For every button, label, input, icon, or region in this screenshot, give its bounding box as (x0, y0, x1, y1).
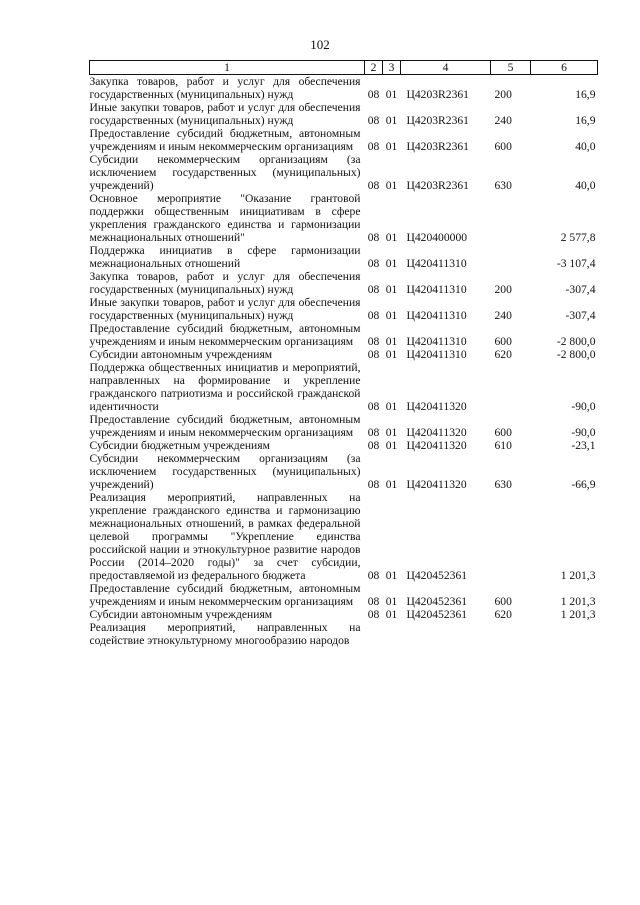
row-amount: -23,1 (571, 439, 596, 452)
row-name: Предоставление субсидий бюджетным, автономным учреждениям и иным некоммерческим организациям (89, 582, 361, 608)
row-amount: -3 107,4 (556, 257, 596, 270)
row-target-article: Ц420411310 (406, 309, 467, 322)
row-target-article: Ц420411320 (406, 400, 467, 413)
row-section: 08 (367, 348, 380, 361)
row-target-article: Ц420452361 (406, 569, 468, 582)
row-name: Субсидии бюджетным учреждениям (89, 439, 270, 452)
row-subsection: 01 (385, 426, 398, 439)
row-expense-type (491, 621, 531, 647)
header-col-6: 6 (531, 61, 598, 75)
row-expense-type: 200 (494, 283, 512, 296)
row-amount: -307,4 (565, 283, 596, 296)
row-name: Предоставление субсидий бюджетным, автономным учреждениям и иным некоммерческим организациям (89, 413, 361, 439)
header-col-2: 2 (365, 61, 383, 75)
row-amount: 2 577,8 (560, 231, 596, 244)
table-row (90, 192, 598, 244)
table-row (90, 153, 598, 192)
row-name: Субсидии автономным учреждениям (89, 348, 273, 361)
row-amount: 40,0 (575, 140, 596, 153)
row-section: 08 (367, 179, 380, 192)
row-expense-type: 200 (494, 88, 512, 101)
row-target-article: Ц4203R2361 (406, 88, 469, 101)
row-expense-type (491, 361, 531, 413)
row-target-article: Ц4203R2361 (406, 140, 469, 153)
row-subsection: 01 (385, 595, 398, 608)
row-expense-type: 600 (494, 335, 512, 348)
row-subsection: 01 (385, 283, 398, 296)
row-name: Субсидии некоммерческим организациям (за исключением государственных (муниципальных) учреждений) (89, 452, 361, 491)
row-subsection: 01 (385, 114, 398, 127)
table-row (90, 348, 598, 361)
row-expense-type: 630 (494, 179, 512, 192)
table-row (90, 244, 598, 270)
row-section: 08 (367, 595, 380, 608)
row-amount: -66,9 (571, 478, 596, 491)
row-subsection: 01 (385, 400, 398, 413)
row-name: Основное мероприятие "Оказание грантовой поддержки общественным инициативам в сфере укрепления гражданского единства и гармонизации межнациональных отношений" (89, 192, 361, 244)
table-row (90, 582, 598, 608)
row-expense-type: 600 (494, 140, 512, 153)
row-name: Предоставление субсидий бюджетным, автономным учреждениям и иным некоммерческим организациям (89, 322, 361, 348)
row-amount: -2 800,0 (556, 335, 596, 348)
row-amount: -307,4 (565, 309, 596, 322)
row-subsection: 01 (385, 348, 398, 361)
row-name: Субсидии некоммерческим организациям (за исключением государственных (муниципальных) учреждений) (89, 153, 361, 192)
row-section: 08 (367, 309, 380, 322)
row-target-article: Ц420411310 (406, 348, 467, 361)
table-row (90, 127, 598, 153)
row-section: 08 (367, 400, 380, 413)
row-target-article (401, 621, 491, 647)
table-row (90, 101, 598, 127)
row-subsection (383, 621, 401, 647)
row-expense-type: 600 (494, 426, 512, 439)
row-section: 08 (367, 231, 380, 244)
row-target-article: Ц4203R2361 (406, 114, 469, 127)
header-col-5: 5 (491, 61, 531, 75)
row-amount: 16,9 (575, 88, 596, 101)
row-section: 08 (367, 283, 380, 296)
row-expense-type: 630 (494, 478, 512, 491)
row-name: Иные закупки товаров, работ и услуг для обеспечения государственных (муниципальных) нужд (89, 296, 361, 322)
table-row (90, 270, 598, 296)
row-section: 08 (367, 569, 380, 582)
row-section: 08 (367, 88, 380, 101)
row-target-article: Ц420411310 (406, 335, 467, 348)
row-section: 08 (367, 140, 380, 153)
row-amount: 16,9 (575, 114, 596, 127)
row-amount: 1 201,3 (560, 569, 596, 582)
table-row (90, 361, 598, 413)
row-amount (531, 621, 598, 647)
row-expense-type (491, 192, 531, 244)
row-amount: -90,0 (571, 400, 596, 413)
row-name: Иные закупки товаров, работ и услуг для обеспечения государственных (муниципальных) нужд (89, 101, 361, 127)
header-col-4: 4 (401, 61, 491, 75)
row-name: Поддержка общественных инициатив и мероприятий, направленных на формирование и укрепление гражданского патриотизма и российской гражданской идентичности (89, 361, 361, 413)
row-expense-type (491, 491, 531, 582)
row-amount: -90,0 (571, 426, 596, 439)
row-expense-type: 240 (494, 114, 512, 127)
row-subsection: 01 (385, 335, 398, 348)
row-subsection: 01 (385, 478, 398, 491)
row-target-article: Ц420400000 (406, 231, 468, 244)
row-name: Реализация мероприятий, направленных на содействие этнокультурному многообразию народов (89, 621, 361, 647)
row-expense-type: 620 (494, 608, 512, 621)
row-subsection: 01 (385, 257, 398, 270)
table-row (90, 491, 598, 582)
row-subsection: 01 (385, 608, 398, 621)
table-row (90, 75, 598, 102)
row-target-article: Ц420411310 (406, 283, 467, 296)
row-section (365, 621, 383, 647)
row-target-article: Ц420452361 (406, 608, 468, 621)
header-row (90, 61, 598, 75)
table-header (90, 61, 598, 75)
row-name: Субсидии автономным учреждениям (89, 608, 273, 621)
row-expense-type: 610 (494, 439, 512, 452)
row-target-article: Ц420411320 (406, 478, 467, 491)
budget-table (89, 60, 598, 647)
row-amount: -2 800,0 (556, 348, 596, 361)
row-name: Поддержка инициатив в сфере гармонизации межнациональных отношений (89, 244, 361, 270)
row-target-article: Ц420411310 (406, 257, 467, 270)
table-row (90, 608, 598, 621)
row-subsection: 01 (385, 231, 398, 244)
row-name: Реализация мероприятий, направленных на укрепление гражданского единства и гармонизацию межнациональных отношений, в рамках федеральной целевой программы "Укрепление единства российской нации и этнокультурное развитие народов России (2014–2020 годы)" за счет субсидии, предоставляемой из федерального бюджета (89, 491, 361, 582)
row-section: 08 (367, 335, 380, 348)
row-name: Закупка товаров, работ и услуг для обеспечения государственных (муниципальных) нужд (89, 75, 361, 101)
row-subsection: 01 (385, 569, 398, 582)
table-row (90, 413, 598, 439)
row-amount: 1 201,3 (560, 595, 596, 608)
row-amount: 40,0 (575, 179, 596, 192)
header-col-1: 1 (90, 61, 365, 75)
row-target-article: Ц4203R2361 (406, 179, 469, 192)
page-number: 102 (310, 37, 330, 52)
row-name: Предоставление субсидий бюджетным, автономным учреждениям и иным некоммерческим организациям (89, 127, 361, 153)
row-subsection: 01 (385, 179, 398, 192)
row-name: Закупка товаров, работ и услуг для обеспечения государственных (муниципальных) нужд (89, 270, 361, 296)
row-section: 08 (367, 257, 380, 270)
table-row (90, 322, 598, 348)
row-subsection: 01 (385, 140, 398, 153)
table-row (90, 621, 598, 647)
row-subsection: 01 (385, 309, 398, 322)
row-expense-type: 620 (494, 348, 512, 361)
row-expense-type (491, 244, 531, 270)
row-subsection: 01 (385, 88, 398, 101)
table-body (90, 75, 598, 648)
row-amount: 1 201,3 (560, 608, 596, 621)
row-subsection: 01 (385, 439, 398, 452)
row-section: 08 (367, 426, 380, 439)
table-row (90, 296, 598, 322)
header-col-3: 3 (383, 61, 401, 75)
row-expense-type: 240 (494, 309, 512, 322)
row-target-article: Ц420411320 (406, 426, 467, 439)
row-expense-type: 600 (494, 595, 512, 608)
row-target-article: Ц420452361 (406, 595, 468, 608)
row-target-article: Ц420411320 (406, 439, 467, 452)
row-section: 08 (367, 608, 380, 621)
row-section: 08 (367, 114, 380, 127)
row-section: 08 (367, 439, 380, 452)
table-row (90, 439, 598, 452)
table-row (90, 452, 598, 491)
row-section: 08 (367, 478, 380, 491)
